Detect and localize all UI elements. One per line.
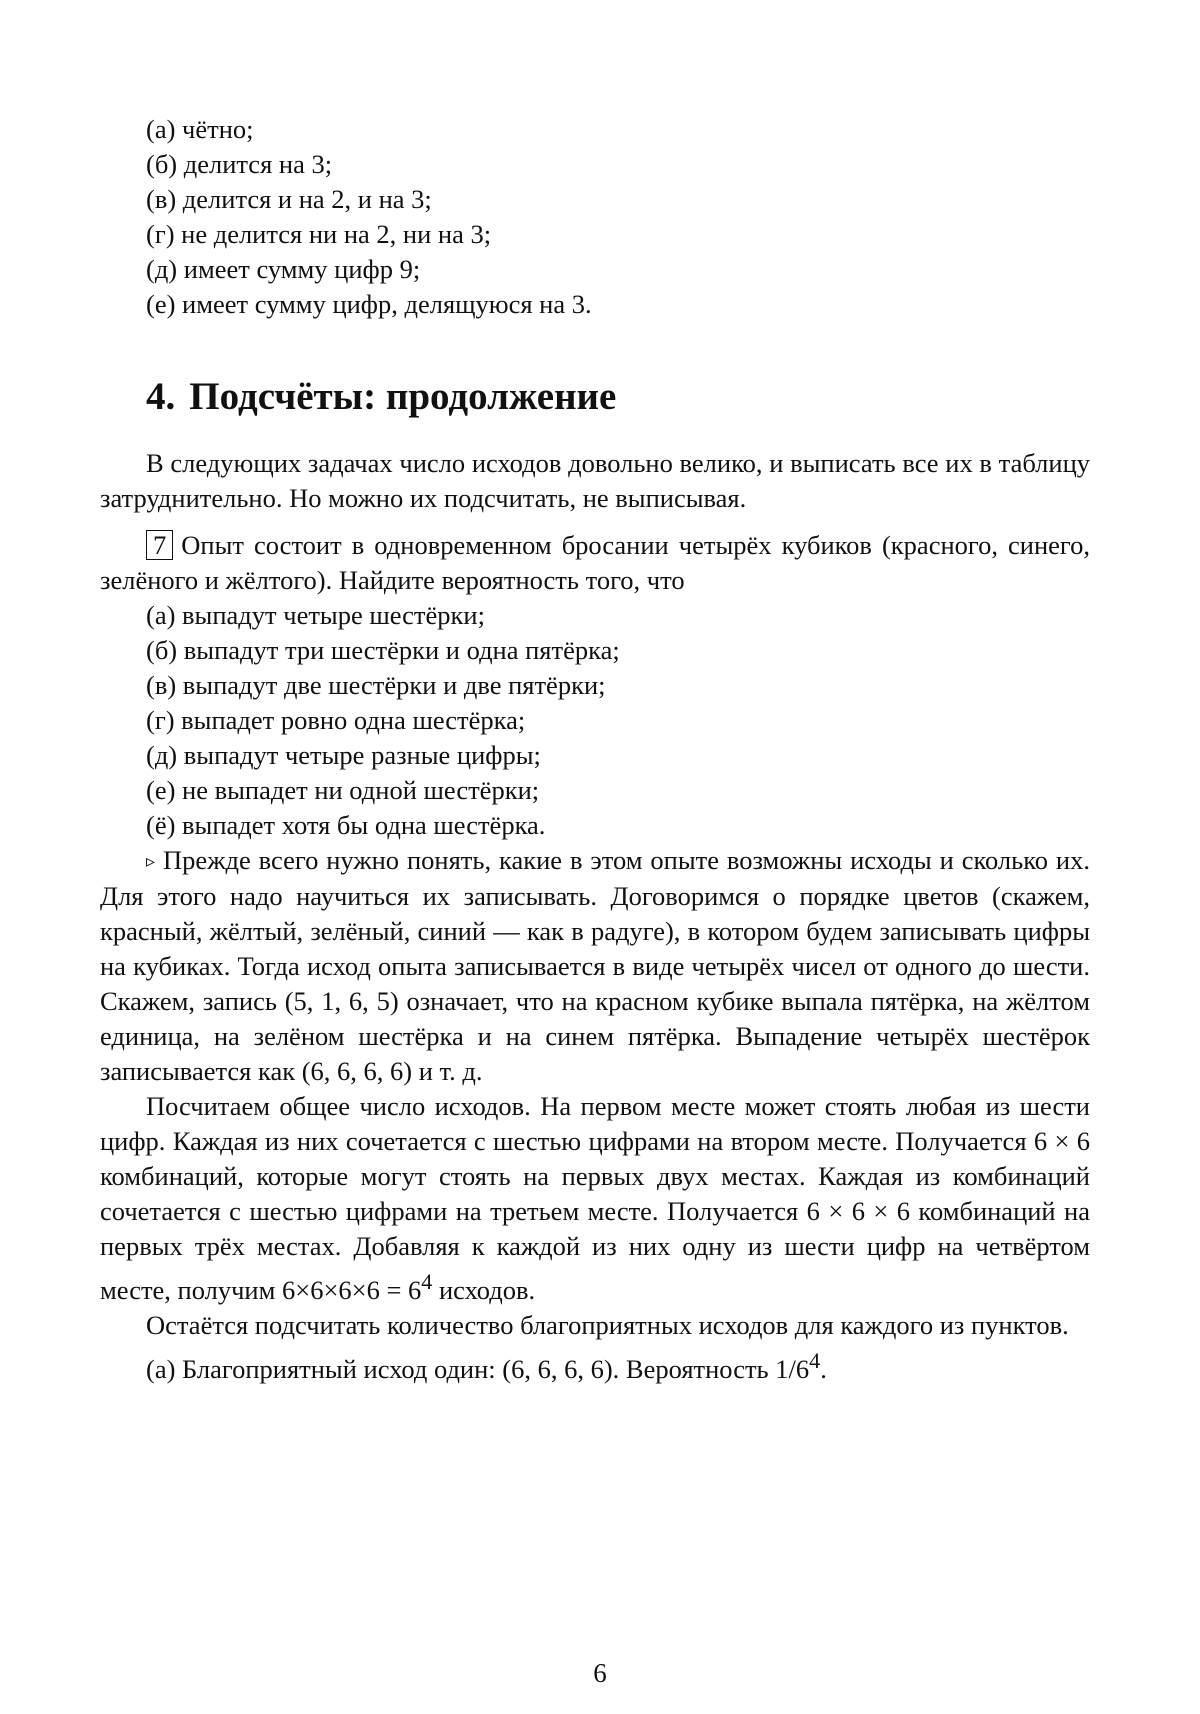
solution-paragraph-2 <box>100 1089 1090 1308</box>
solution-text-2-tail: исходов. <box>432 1274 536 1305</box>
list-item: (б) выпадут три шестёрки и одна пятёрка; <box>146 635 620 665</box>
solution-text-2: Посчитаем общее число исходов. На первом месте может стоять любая из шести цифр. Каждая из них сочетается с шестью цифрами на втором месте. Получается 6 × 6 комбинаций, которые могут стоять на первых двух местах. Каждая из комбинаций сочетается с шестью цифрами на третьем месте. Получается 6 × 6 × 6 комбинаций на первых трёх местах. Добавляя к каждой из них одну из шести цифр на четвёртом месте, получим 6×6×6×6 = 6 <box>100 1091 1090 1305</box>
list-item: (г) выпадет ровно одна шестёрка; <box>146 705 526 735</box>
document-page <box>100 112 1090 1387</box>
section-number: 4. <box>146 375 176 418</box>
problem-text: Опыт состоит в одновременном бросании четырёх кубиков (красного, синего, зелёного и жёлтого). Найдите вероятность того, что <box>100 530 1090 595</box>
list-item: (в) выпадут две шестёрки и две пятёрки; <box>146 670 606 700</box>
problem-number-box: 7 <box>146 530 173 560</box>
problem-statement <box>100 528 1090 598</box>
list-item: (ё) выпадет хотя бы одна шестёрка. <box>146 810 546 840</box>
solution-text-4: (а) Благоприятный исход один: (6, 6, 6, 6). Вероятность 1/6 <box>146 1353 810 1384</box>
solution-paragraph-3: Остаётся подсчитать количество благоприятных исходов для каждого из пунктов. <box>146 1309 1069 1340</box>
intro-paragraph: В следующих задачах число исходов довольно велико, и выписать все их в таблицу затруднительно. Но можно их подсчитать, не выписывая. <box>100 448 1090 513</box>
list-item: (а) выпадут четыре шестёрки; <box>146 600 485 630</box>
page-number: 6 <box>593 1658 607 1688</box>
list-item: (е) не выпадет ни одной шестёрки; <box>146 775 540 805</box>
section-title: Подсчёты: продолжение <box>189 375 617 418</box>
solution-text-1: Прежде всего нужно понять, какие в этом опыте возможны исходы и сколько их. Для этого надо научиться их записывать. Договоримся о порядке цветов (скажем, красный, жёлтый, зелёный, синий — как в радуге), в котором будем записывать цифры на кубиках. Тогда исход опыта записывается в виде четырёх чисел от одного до шести. Скажем, запись (5, 1, 6, 5) означает, что на красном кубике выпала пятёрка, на жёлтом единица, на зелёном шестёрка и на синем пятёрка. Выпадение четырёх шестёрок записывается как (6, 6, 6, 6) и т. д. <box>100 845 1090 1086</box>
solution-marker-icon: ▹ <box>146 851 156 871</box>
list-item: (д) имеет сумму цифр 9; <box>146 254 421 284</box>
problem-list <box>100 598 1090 843</box>
solution-paragraph-4 <box>100 1343 1090 1387</box>
solution-paragraph-1 <box>100 843 1090 1089</box>
list-item: (г) не делится ни на 2, ни на 3; <box>146 219 492 249</box>
intro-list <box>100 112 1090 322</box>
list-item: (а) чётно; <box>146 114 254 144</box>
list-item: (б) делится на 3; <box>146 149 333 179</box>
list-item: (е) имеет сумму цифр, делящуюся на 3. <box>146 289 592 319</box>
list-item: (д) выпадут четыре разные цифры; <box>146 740 541 770</box>
exponent: 4 <box>809 1347 821 1373</box>
section-heading <box>146 374 1090 420</box>
exponent: 4 <box>421 1269 433 1294</box>
list-item: (в) делится и на 2, и на 3; <box>146 184 432 214</box>
solution-text-4-tail: . <box>820 1353 827 1384</box>
